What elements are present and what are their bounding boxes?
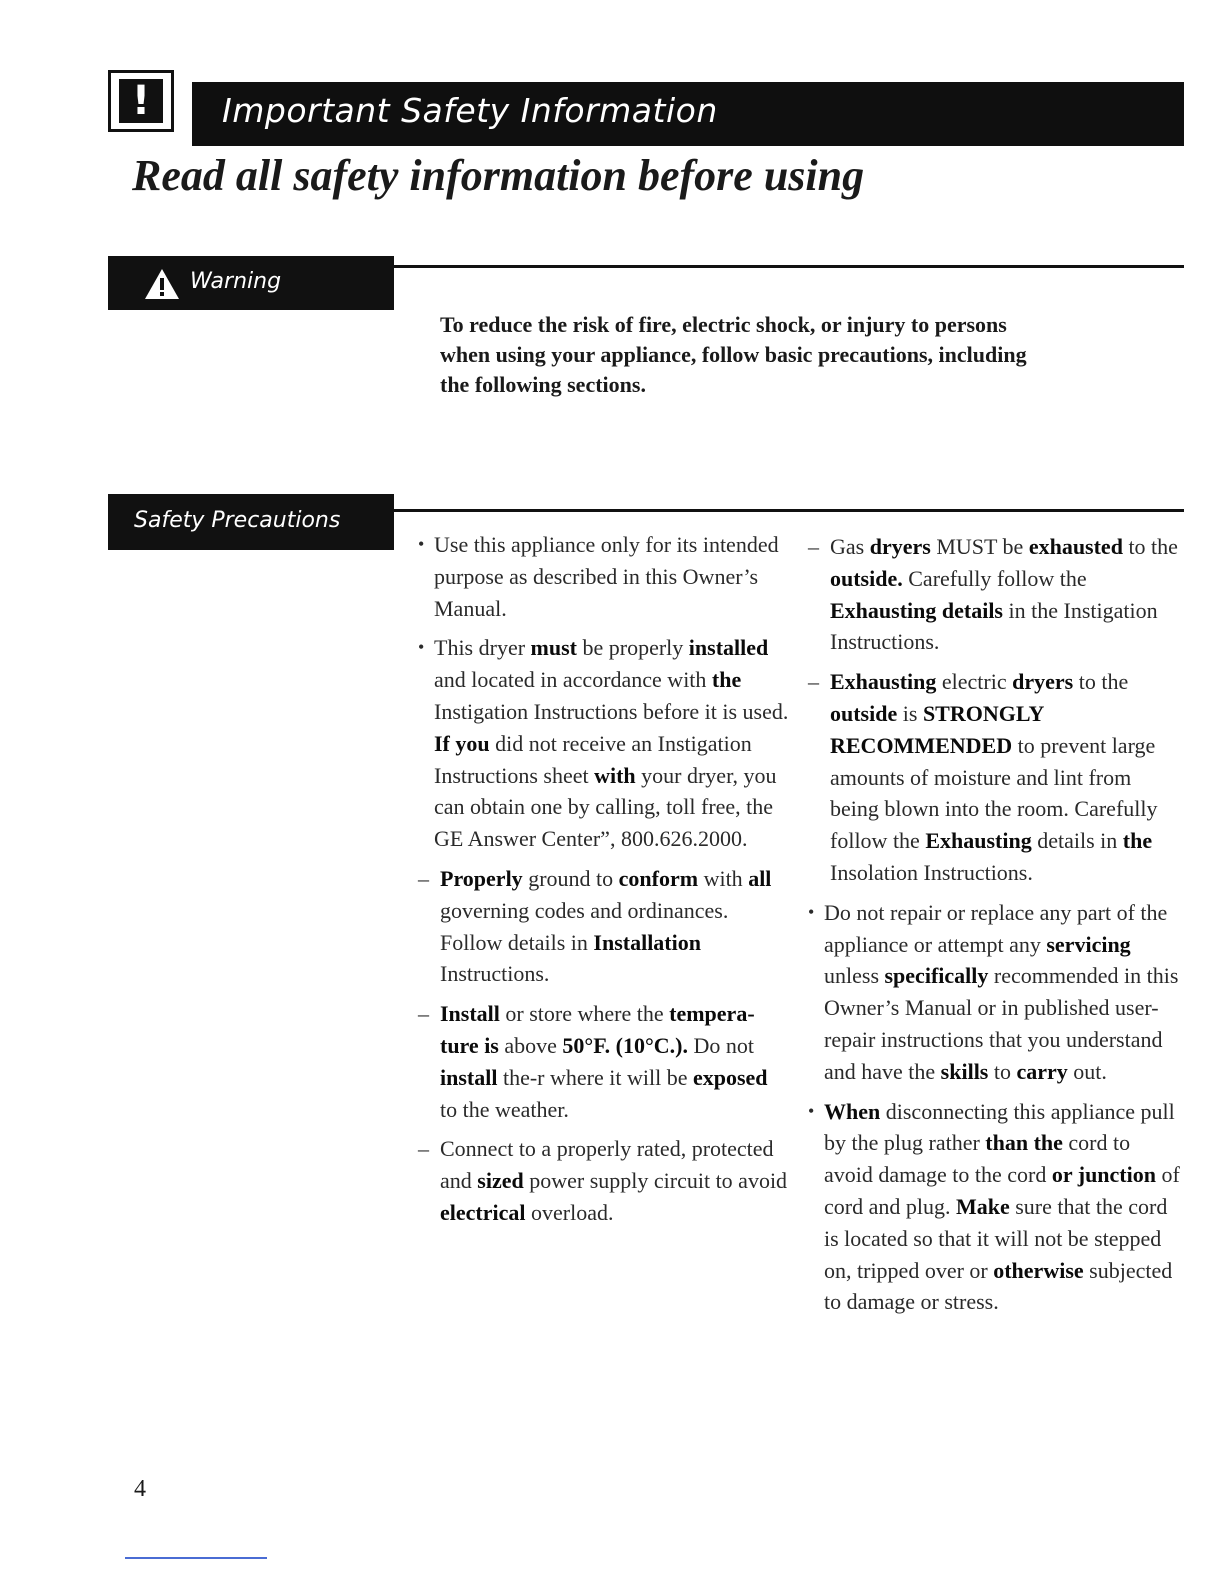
body-text: be properly <box>576 635 689 661</box>
safety-precautions-tab <box>108 494 394 550</box>
page-subtitle: Read all safety information before using <box>132 151 865 200</box>
emphasis-text: When <box>824 1098 881 1124</box>
precaution-item <box>418 529 790 624</box>
emphasis-text: outside. <box>830 565 903 591</box>
precautions-right-column <box>808 531 1184 1326</box>
emphasis-text: dryers <box>1012 669 1074 695</box>
precaution-item <box>808 531 1184 658</box>
body-text: unless <box>824 963 885 989</box>
emphasis-text: sized <box>477 1168 524 1194</box>
warning-label: Warning <box>190 269 282 294</box>
emphasis-text: dryers <box>869 534 931 559</box>
warning-divider <box>394 265 1184 268</box>
emphasis-text: conform <box>618 865 699 891</box>
body-text: Gas <box>830 534 870 559</box>
warning-line: when using your appliance, follow basic precautions, including <box>440 342 1027 367</box>
page-number: 4 <box>134 1476 146 1502</box>
body-text: of cord and plug. <box>824 1162 1180 1219</box>
dash-marker: – <box>418 1001 429 1027</box>
bullet-marker: • <box>418 637 425 658</box>
emphasis-text: skills <box>940 1058 989 1084</box>
body-text: in the Instigation Instructions. <box>830 597 1158 655</box>
body-text: and located in accordance with <box>434 667 712 693</box>
warning-line: To reduce the risk of fire, electric shock, or injury to persons <box>440 312 1007 337</box>
body-text: Do not <box>687 1032 754 1058</box>
warning-line: the following sections. <box>440 372 646 397</box>
safety-precautions-divider <box>394 509 1184 512</box>
emphasis-text: tempera-ture is <box>440 1001 755 1058</box>
body-text: Instigation Instructions before it is used. <box>434 698 789 724</box>
body-text: Insolation Instructions. <box>830 859 1033 885</box>
emphasis-text: exhausted <box>1028 534 1123 559</box>
body-text: Do not repair or replace any part of the appliance or attempt any <box>824 899 1168 957</box>
emphasis-text: or junction <box>1051 1162 1156 1188</box>
emphasis-text: 50°F. (10°C.). <box>562 1032 688 1058</box>
emphasis-text: Properly <box>440 865 523 891</box>
precaution-item <box>418 632 790 855</box>
precautions-left-column <box>418 529 790 1237</box>
emphasis-text: Installation <box>593 929 701 955</box>
precaution-item <box>418 1133 790 1228</box>
emphasis-text: STRONGLY RECOMMENDED <box>830 700 1044 758</box>
emphasis-text: exposed <box>692 1064 768 1090</box>
bullet-marker: • <box>418 534 425 554</box>
emphasis-text: with <box>594 762 636 788</box>
body-text: did not receive an Instigation Instructions sheet <box>434 730 752 788</box>
precaution-item <box>418 863 790 990</box>
body-text: Carefully follow the <box>902 565 1087 591</box>
bullet-marker: • <box>808 901 815 922</box>
bullet-marker: • <box>808 1100 815 1121</box>
exclamation-mark: ! <box>119 79 163 123</box>
emphasis-text: Exhausting details <box>830 597 1003 623</box>
emphasis-text: install <box>440 1064 498 1090</box>
body-text: electric <box>936 669 1013 695</box>
body-text: to the weather. <box>440 1096 569 1122</box>
body-text: is <box>897 700 923 726</box>
precaution-item <box>808 897 1184 1088</box>
emphasis-text: the <box>711 667 742 693</box>
precaution-item <box>808 1096 1184 1319</box>
emphasis-text: If you <box>434 730 490 756</box>
body-text: to <box>988 1058 1017 1084</box>
alert-icon <box>108 70 174 132</box>
emphasis-text: all <box>748 865 772 891</box>
body-text: overload. <box>525 1199 614 1225</box>
precaution-item <box>808 666 1184 889</box>
emphasis-text: installed <box>688 635 769 661</box>
body-text: This dryer <box>434 635 531 661</box>
body-text: cord to avoid damage to the cord <box>824 1130 1131 1188</box>
footer-line <box>125 1557 267 1559</box>
dash-marker: – <box>808 669 819 695</box>
dash-marker: – <box>418 865 429 891</box>
body-text: Use this appliance only for its intended purpose as described in this Owner’s Manual. <box>434 532 779 621</box>
page-title: Important Safety Information <box>222 91 718 130</box>
body-text: ground to <box>522 865 619 891</box>
emphasis-text: Exhausting <box>925 828 1032 854</box>
header-bar <box>192 82 1184 146</box>
precaution-item <box>418 998 790 1125</box>
body-text: power supply circuit to avoid <box>523 1168 788 1194</box>
emphasis-text: Exhausting <box>830 669 937 695</box>
dash-marker: – <box>418 1136 429 1162</box>
body-text: governing codes and ordinances. Follow details in <box>440 897 729 955</box>
body-text: Instructions. <box>440 961 550 987</box>
warning-triangle-icon <box>144 268 180 300</box>
body-text: disconnecting this appliance pull by the plug rather <box>824 1098 1175 1156</box>
emphasis-text: outside <box>830 700 898 726</box>
body-text: to prevent large amounts of moisture and lint from being blown into the room. Carefully follow the <box>830 732 1158 854</box>
dash-marker: – <box>808 534 819 559</box>
body-text: or store where the <box>499 1001 670 1027</box>
emphasis-text: servicing <box>1046 931 1131 957</box>
body-text: recommended in this Owner’s Manual or in published user-repair instructions that you understand and have the <box>824 963 1179 1084</box>
body-text: subjected to damage or stress. <box>824 1257 1173 1315</box>
emphasis-text: Install <box>440 1001 500 1027</box>
body-text: out. <box>1067 1058 1107 1084</box>
body-text: your dryer, you can obtain one by calling, toll free, the GE Answer Center”, 800.626.2000. <box>434 762 777 852</box>
emphasis-text: otherwise <box>993 1257 1084 1283</box>
body-text: above <box>498 1032 563 1058</box>
body-text: sure that the cord is located so that it will not be stepped on, tripped over or <box>824 1193 1168 1283</box>
emphasis-text: electrical <box>440 1199 526 1225</box>
safety-precautions-label: Safety Precautions <box>134 508 341 533</box>
emphasis-text: specifically <box>884 963 989 989</box>
emphasis-text: than the <box>985 1130 1063 1156</box>
body-text: with <box>698 865 749 891</box>
body-text: Connect to a properly rated, protected and <box>440 1136 774 1194</box>
emphasis-text: carry <box>1016 1058 1068 1084</box>
body-text: details in <box>1031 828 1123 854</box>
warning-text <box>440 310 1120 400</box>
emphasis-text: the <box>1122 828 1153 854</box>
body-text: to the <box>1122 534 1178 559</box>
body-text: the-r where it will be <box>497 1064 693 1090</box>
body-text: to the <box>1073 669 1129 695</box>
emphasis-text: must <box>530 635 577 661</box>
emphasis-text: Make <box>955 1193 1010 1219</box>
warning-tab <box>108 256 394 310</box>
body-text: MUST be <box>930 534 1029 559</box>
